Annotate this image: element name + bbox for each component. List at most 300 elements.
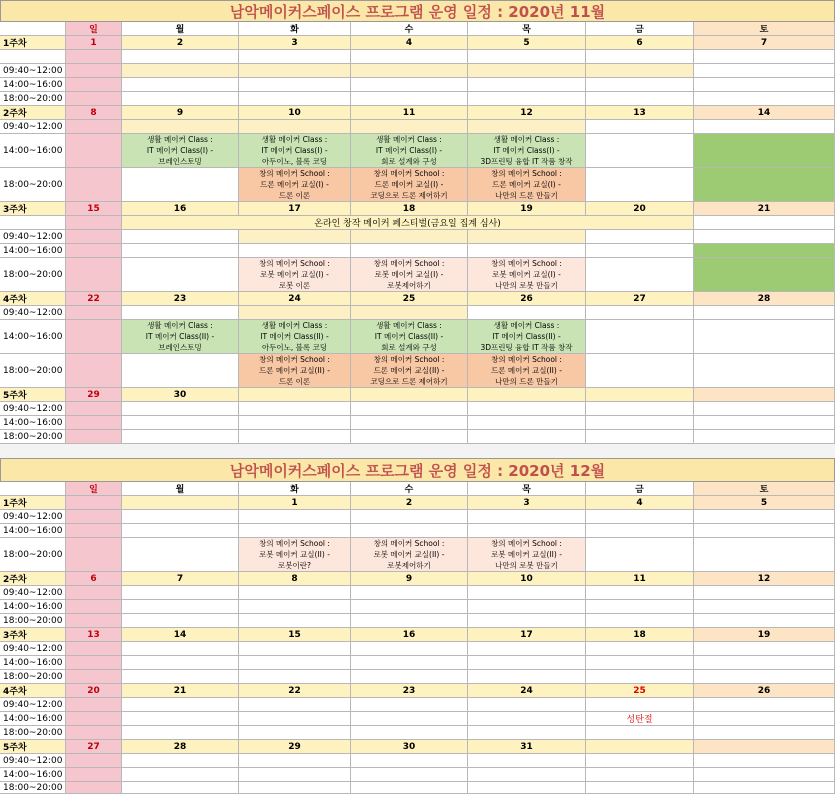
schedule-cell bbox=[586, 50, 694, 64]
header-day-text: 토 bbox=[759, 25, 769, 35]
event-line: 창의 메이커 School : bbox=[259, 169, 330, 178]
schedule-cell bbox=[122, 538, 239, 572]
schedule-cell bbox=[351, 524, 468, 538]
event-cell[interactable] bbox=[351, 134, 468, 168]
schedule-cell bbox=[694, 92, 835, 106]
event-line: 창의 메이커 School : bbox=[259, 539, 330, 548]
date-cell-text: 18 bbox=[402, 203, 416, 214]
event-line: 드론 메이커 교실(I) - bbox=[260, 180, 329, 189]
header-day-text: 금 bbox=[635, 25, 644, 35]
event-cell[interactable] bbox=[351, 258, 468, 292]
event-line: 창의 메이커 School : bbox=[259, 355, 330, 364]
event-line: 드론 이론 bbox=[278, 191, 311, 200]
time-slot-label-text: 18:00~20:00 bbox=[3, 727, 63, 738]
schedule-cell bbox=[694, 726, 835, 740]
event-line: IT 메이커 Class(I) - bbox=[375, 146, 443, 155]
schedule-cell bbox=[66, 754, 122, 768]
time-slot-label bbox=[0, 726, 66, 740]
time-slot-label-text: 09:40~12:00 bbox=[3, 231, 63, 242]
schedule-cell bbox=[122, 782, 239, 794]
schedule-cell bbox=[122, 50, 239, 64]
date-cell bbox=[351, 496, 468, 510]
date-cell bbox=[66, 496, 122, 510]
schedule-cell bbox=[239, 600, 351, 614]
schedule-cell bbox=[351, 50, 468, 64]
date-cell-text: 22 bbox=[288, 685, 301, 696]
event-line: 창의 메이커 School : bbox=[373, 355, 445, 364]
date-cell-text: 25 bbox=[633, 685, 646, 696]
event-line: 로봇 메이커 교실(I) - bbox=[374, 270, 444, 279]
schedule-cell bbox=[122, 78, 239, 92]
date-cell bbox=[66, 740, 122, 754]
schedule-cell bbox=[468, 614, 586, 628]
event-cell[interactable] bbox=[468, 134, 586, 168]
schedule-cell bbox=[586, 510, 694, 524]
date-cell-text: 26 bbox=[520, 293, 533, 304]
morning-slot bbox=[468, 120, 586, 134]
schedule-cell bbox=[694, 78, 835, 92]
date-cell bbox=[351, 202, 468, 216]
schedule-cell bbox=[122, 712, 239, 726]
date-cell bbox=[468, 106, 586, 120]
schedule-cell bbox=[122, 754, 239, 768]
schedule-cell bbox=[239, 510, 351, 524]
date-cell-text: 13 bbox=[87, 629, 100, 640]
schedule-cell bbox=[468, 92, 586, 106]
schedule-cell bbox=[66, 64, 122, 78]
schedule-cell bbox=[239, 92, 351, 106]
date-cell-text: 9 bbox=[176, 107, 184, 118]
schedule-cell bbox=[694, 134, 835, 168]
time-slot-label-text: 14:00~16:00 bbox=[3, 145, 63, 156]
schedule-cell bbox=[239, 726, 351, 740]
schedule-cell bbox=[351, 754, 468, 768]
schedule-cell bbox=[586, 402, 694, 416]
schedule-cell bbox=[239, 768, 351, 782]
morning-slot bbox=[239, 306, 351, 320]
header-day-text: 일 bbox=[89, 485, 98, 495]
date-cell bbox=[586, 292, 694, 306]
schedule-cell bbox=[66, 712, 122, 726]
date-cell bbox=[239, 388, 351, 402]
date-cell-text: 14 bbox=[173, 629, 187, 640]
event-cell[interactable] bbox=[239, 320, 351, 354]
schedule-cell bbox=[694, 50, 835, 64]
event-line: 드론 메이커 교실(I) - bbox=[492, 180, 561, 189]
holiday-label-text: 성탄절 bbox=[626, 715, 653, 725]
event-cell[interactable] bbox=[468, 168, 586, 202]
event-cell[interactable] bbox=[122, 134, 239, 168]
schedule-cell bbox=[468, 402, 586, 416]
time-slot-label-text: 18:00~20:00 bbox=[3, 782, 63, 793]
date-cell bbox=[239, 684, 351, 698]
date-cell bbox=[122, 684, 239, 698]
schedule-cell bbox=[239, 754, 351, 768]
schedule-cell bbox=[239, 656, 351, 670]
week-label-text: 5주차 bbox=[3, 391, 27, 401]
schedule-cell bbox=[122, 430, 239, 444]
schedule-cell bbox=[694, 698, 835, 712]
time-slot-label bbox=[0, 306, 66, 320]
time-slot-label bbox=[0, 230, 66, 244]
date-cell-text: 13 bbox=[633, 107, 646, 118]
time-slot-label-text: 14:00~16:00 bbox=[3, 417, 63, 428]
time-slot-label-text: 14:00~16:00 bbox=[3, 245, 63, 256]
date-cell bbox=[66, 388, 122, 402]
date-cell bbox=[586, 202, 694, 216]
date-cell-text: 4 bbox=[636, 497, 643, 508]
date-cell bbox=[66, 684, 122, 698]
schedule-cell bbox=[122, 416, 239, 430]
schedule-cell bbox=[239, 712, 351, 726]
morning-slot bbox=[122, 64, 239, 78]
event-cell[interactable] bbox=[351, 320, 468, 354]
event-line: 아두이노, 블록 코딩 bbox=[261, 157, 328, 166]
time-slot-label bbox=[0, 354, 66, 388]
schedule-cell bbox=[239, 430, 351, 444]
festival-note bbox=[122, 216, 694, 230]
event-cell[interactable] bbox=[351, 168, 468, 202]
header-day-text: 일 bbox=[89, 25, 98, 35]
schedule-cell bbox=[66, 354, 122, 388]
time-slot-label bbox=[0, 754, 66, 768]
date-cell bbox=[351, 628, 468, 642]
event-cell[interactable] bbox=[351, 538, 468, 572]
week-label-text: 3주차 bbox=[3, 205, 27, 215]
week-label bbox=[0, 36, 66, 50]
schedule-cell bbox=[351, 698, 468, 712]
morning-slot bbox=[239, 230, 351, 244]
event-line: 생활 메이커 Class : bbox=[261, 321, 328, 330]
schedule-cell bbox=[122, 656, 239, 670]
schedule-cell bbox=[239, 50, 351, 64]
date-cell-text: 28 bbox=[173, 741, 187, 752]
date-cell-text: 29 bbox=[288, 741, 301, 752]
event-cell[interactable] bbox=[239, 258, 351, 292]
schedule-cell bbox=[694, 244, 835, 258]
event-cell[interactable] bbox=[239, 168, 351, 202]
schedule-cell bbox=[586, 656, 694, 670]
event-cell[interactable] bbox=[239, 354, 351, 388]
schedule-cell bbox=[239, 642, 351, 656]
time-slot-label bbox=[0, 712, 66, 726]
header-day-text: 수 bbox=[404, 485, 414, 495]
date-cell bbox=[586, 496, 694, 510]
schedule-cell bbox=[694, 230, 835, 244]
header-day-text: 금 bbox=[635, 485, 644, 495]
schedule-cell bbox=[694, 600, 835, 614]
schedule-cell bbox=[694, 64, 835, 78]
schedule-cell bbox=[66, 216, 122, 230]
event-line: 드론 메이커 교실(II) - bbox=[373, 366, 445, 375]
header-day bbox=[122, 22, 239, 36]
week-label-text: 2주차 bbox=[3, 109, 27, 119]
morning-slot bbox=[239, 64, 351, 78]
event-cell[interactable] bbox=[239, 134, 351, 168]
event-line: 나만의 로봇 만들기 bbox=[495, 561, 558, 570]
date-cell-text: 6 bbox=[636, 37, 643, 48]
date-cell-text: 20 bbox=[633, 203, 646, 214]
event-line: 생활 메이커 Class : bbox=[493, 135, 560, 144]
date-cell-text: 8 bbox=[90, 107, 97, 118]
morning-slot bbox=[122, 120, 239, 134]
schedule-cell bbox=[351, 92, 468, 106]
date-cell-text: 21 bbox=[173, 685, 187, 696]
time-slot-label bbox=[0, 320, 66, 354]
date-cell bbox=[239, 496, 351, 510]
schedule-cell bbox=[694, 320, 835, 354]
schedule-cell bbox=[122, 642, 239, 656]
event-cell[interactable] bbox=[468, 538, 586, 572]
week-label-text: 4주차 bbox=[3, 295, 27, 305]
event-line: 드론 메이커 교실(II) - bbox=[491, 366, 562, 375]
schedule-cell bbox=[122, 726, 239, 740]
week-label bbox=[0, 496, 66, 510]
schedule-cell bbox=[66, 698, 122, 712]
time-slot-label-text: 14:00~16:00 bbox=[3, 601, 63, 612]
week-label-text: 2주차 bbox=[3, 575, 27, 585]
event-line: 드론 메이커 교실(I) - bbox=[374, 180, 444, 189]
schedule-cell bbox=[586, 168, 694, 202]
date-cell bbox=[351, 292, 468, 306]
schedule-cell bbox=[468, 600, 586, 614]
week-label-text: 5주차 bbox=[3, 743, 27, 753]
date-cell-text: 28 bbox=[757, 293, 771, 304]
date-cell-text: 24 bbox=[520, 685, 533, 696]
event-line: 드론 이론 bbox=[278, 377, 311, 386]
schedule-cell bbox=[351, 244, 468, 258]
week-label bbox=[0, 572, 66, 586]
header-day bbox=[239, 482, 351, 496]
schedule-cell bbox=[122, 168, 239, 202]
date-cell-text: 29 bbox=[87, 389, 100, 400]
schedule-cell bbox=[122, 768, 239, 782]
schedule-cell bbox=[351, 782, 468, 794]
event-line: 3D프린팅 융합 IT 작품 창작 bbox=[480, 343, 573, 352]
header-day-text: 수 bbox=[404, 25, 414, 35]
date-cell bbox=[351, 572, 468, 586]
time-slot-label-text: 14:00~16:00 bbox=[3, 525, 63, 536]
date-cell bbox=[468, 36, 586, 50]
week-label-text: 3주차 bbox=[3, 631, 27, 641]
time-slot-label-text: 14:00~16:00 bbox=[3, 331, 63, 342]
schedule-cell bbox=[586, 586, 694, 600]
schedule-cell bbox=[694, 402, 835, 416]
schedule-cell bbox=[468, 656, 586, 670]
event-line: 코딩으로 드론 제어하기 bbox=[370, 377, 448, 386]
event-cell[interactable] bbox=[468, 320, 586, 354]
schedule-cell bbox=[586, 78, 694, 92]
schedule-cell bbox=[694, 656, 835, 670]
date-cell bbox=[586, 106, 694, 120]
time-slot-label-text: 09:40~12:00 bbox=[3, 587, 63, 598]
schedule-cell bbox=[122, 92, 239, 106]
schedule-cell bbox=[468, 306, 586, 320]
schedule-cell bbox=[694, 430, 835, 444]
date-cell-text: 16 bbox=[173, 203, 187, 214]
event-line: 로봇제어하기 bbox=[387, 561, 431, 570]
morning-slot bbox=[351, 230, 468, 244]
schedule-cell bbox=[351, 416, 468, 430]
date-cell-text: 30 bbox=[173, 389, 187, 400]
date-cell bbox=[351, 36, 468, 50]
schedule-cell bbox=[586, 92, 694, 106]
header-day bbox=[694, 22, 835, 36]
event-cell[interactable] bbox=[122, 320, 239, 354]
date-cell-text: 1 bbox=[90, 37, 97, 48]
schedule-cell bbox=[468, 510, 586, 524]
schedule-cell bbox=[586, 306, 694, 320]
date-cell bbox=[66, 202, 122, 216]
schedule-cell bbox=[66, 50, 122, 64]
time-slot-label bbox=[0, 416, 66, 430]
event-cell[interactable] bbox=[468, 258, 586, 292]
schedule-cell bbox=[66, 78, 122, 92]
schedule-cell bbox=[694, 614, 835, 628]
schedule-cell bbox=[351, 430, 468, 444]
schedule-cell bbox=[351, 670, 468, 684]
date-cell-text: 5 bbox=[523, 37, 530, 48]
date-cell-text: 2 bbox=[176, 37, 184, 48]
date-cell-text: 27 bbox=[633, 293, 646, 304]
schedule-cell bbox=[468, 768, 586, 782]
schedule-cell bbox=[122, 670, 239, 684]
date-cell bbox=[239, 572, 351, 586]
date-cell bbox=[239, 202, 351, 216]
week-label bbox=[0, 106, 66, 120]
schedule-cell bbox=[66, 320, 122, 354]
event-line: 로봇제어하기 bbox=[387, 281, 431, 290]
month-title: 남악메이커스페이스 프로그램 운영 일정 : 2020년 11월 bbox=[0, 0, 835, 22]
date-cell-text: 9 bbox=[405, 573, 413, 584]
date-cell-text: 7 bbox=[760, 37, 768, 48]
time-slot-label bbox=[0, 120, 66, 134]
event-line: 창의 메이커 School : bbox=[491, 539, 562, 548]
header-day bbox=[586, 22, 694, 36]
week-label-text: 1주차 bbox=[3, 39, 27, 49]
date-cell-text: 27 bbox=[87, 741, 100, 752]
schedule-cell bbox=[468, 698, 586, 712]
morning-slot bbox=[239, 120, 351, 134]
date-cell bbox=[122, 106, 239, 120]
schedule-cell bbox=[351, 642, 468, 656]
event-cell[interactable] bbox=[468, 354, 586, 388]
morning-slot bbox=[351, 120, 468, 134]
event-line: 로봇 메이커 교실(II) - bbox=[373, 550, 445, 559]
date-cell-text: 12 bbox=[520, 107, 533, 118]
schedule-cell bbox=[66, 538, 122, 572]
week-label-text: 4주차 bbox=[3, 687, 27, 697]
schedule-cell bbox=[586, 768, 694, 782]
schedule-cell bbox=[694, 258, 835, 292]
date-cell bbox=[468, 292, 586, 306]
date-cell bbox=[351, 106, 468, 120]
event-line: 브레인스토밍 bbox=[158, 343, 202, 352]
date-cell bbox=[239, 36, 351, 50]
time-slot-label bbox=[0, 524, 66, 538]
date-cell bbox=[694, 202, 835, 216]
date-cell bbox=[586, 388, 694, 402]
schedule-cell bbox=[586, 642, 694, 656]
time-slot-label-text: 14:00~16:00 bbox=[3, 657, 63, 668]
time-slot-label-text: 18:00~20:00 bbox=[3, 93, 63, 104]
date-cell bbox=[66, 106, 122, 120]
schedule-cell bbox=[351, 78, 468, 92]
event-line: 로봇 메이커 교실(I) - bbox=[492, 270, 561, 279]
schedule-cell bbox=[586, 726, 694, 740]
date-cell-text: 11 bbox=[633, 573, 646, 584]
schedule-cell bbox=[351, 402, 468, 416]
schedule-cell bbox=[468, 244, 586, 258]
date-cell bbox=[468, 496, 586, 510]
schedule-cell bbox=[468, 712, 586, 726]
date-cell bbox=[694, 496, 835, 510]
date-cell bbox=[122, 628, 239, 642]
event-line: IT 메이커 Class(II) - bbox=[374, 332, 444, 341]
time-slot-label-text: 09:40~12:00 bbox=[3, 65, 63, 76]
time-slot-label-text: 09:40~12:00 bbox=[3, 755, 63, 766]
event-cell[interactable] bbox=[351, 354, 468, 388]
time-slot-label-text: 18:00~20:00 bbox=[3, 365, 63, 376]
schedule-cell bbox=[122, 698, 239, 712]
header-day-text: 화 bbox=[290, 485, 299, 495]
header-time bbox=[0, 22, 66, 36]
schedule-cell bbox=[468, 586, 586, 600]
schedule-cell bbox=[239, 782, 351, 794]
schedule-cell bbox=[586, 258, 694, 292]
header-time bbox=[0, 482, 66, 496]
time-slot-label bbox=[0, 586, 66, 600]
event-line: 생활 메이커 Class : bbox=[376, 321, 442, 330]
time-slot-label bbox=[0, 656, 66, 670]
time-slot-label-text: 18:00~20:00 bbox=[3, 549, 63, 560]
event-line: IT 메이커 Class(II) - bbox=[260, 332, 329, 341]
event-line: 브레인스토밍 bbox=[158, 157, 202, 166]
schedule-cell bbox=[66, 600, 122, 614]
date-cell-text: 7 bbox=[176, 573, 184, 584]
event-line: 드론 메이커 교실(II) - bbox=[259, 366, 330, 375]
date-cell-text: 3 bbox=[291, 37, 298, 48]
schedule-cell bbox=[694, 354, 835, 388]
header-day bbox=[122, 482, 239, 496]
date-cell-text: 17 bbox=[288, 203, 301, 214]
date-cell-text: 3 bbox=[523, 497, 530, 508]
date-cell bbox=[468, 740, 586, 754]
schedule-cell bbox=[66, 524, 122, 538]
time-slot-label-text: 18:00~20:00 bbox=[3, 179, 63, 190]
date-cell bbox=[239, 292, 351, 306]
schedule-cell bbox=[468, 524, 586, 538]
week-label bbox=[0, 292, 66, 306]
date-cell bbox=[586, 684, 694, 698]
time-slot-label bbox=[0, 538, 66, 572]
schedule-cell bbox=[66, 782, 122, 794]
schedule-cell bbox=[586, 670, 694, 684]
date-cell bbox=[66, 292, 122, 306]
event-cell[interactable] bbox=[239, 538, 351, 572]
date-cell bbox=[468, 628, 586, 642]
date-cell bbox=[468, 388, 586, 402]
time-slot-label bbox=[0, 698, 66, 712]
schedule-cell bbox=[586, 754, 694, 768]
date-cell bbox=[694, 106, 835, 120]
date-cell bbox=[586, 36, 694, 50]
time-slot-label-text: 18:00~20:00 bbox=[3, 431, 63, 442]
month-title: 남악메이커스페이스 프로그램 운영 일정 : 2020년 12월 bbox=[0, 458, 835, 482]
schedule-cell bbox=[122, 614, 239, 628]
morning-slot bbox=[586, 64, 694, 78]
schedule-cell bbox=[694, 538, 835, 572]
